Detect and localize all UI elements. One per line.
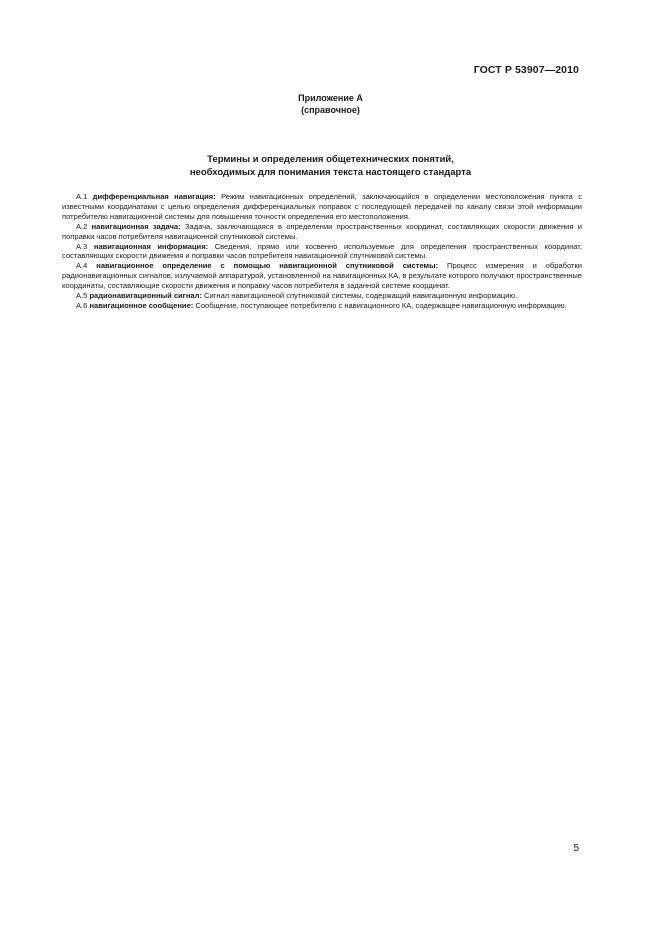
- definition-entry: [62, 242, 582, 262]
- entry-term: навигационная информация:: [93, 241, 209, 251]
- definitions-list: [62, 192, 582, 311]
- entry-number: А.4: [76, 261, 88, 271]
- page-number: 5: [573, 843, 579, 854]
- entry-definition: Сигнал навигационной спутниковой системы, содержащий навигационную информацию.: [204, 291, 518, 301]
- entry-number: А.6: [76, 300, 88, 310]
- definition-entry: [62, 261, 582, 291]
- definition-entry: [62, 222, 582, 242]
- section-title-line-1: Термины и определения общетехнических понятий,: [207, 154, 454, 165]
- entry-definition: Задача, заключающаяся в определении пространственных координат, составляющих скорости движения и поправки часов потребителя навигационной спутниковой системы.: [62, 221, 582, 241]
- entry-number: А.3: [76, 241, 88, 251]
- definition-entry: [62, 192, 582, 222]
- entry-number: А.5: [76, 291, 88, 301]
- entry-term: навигационное определение с помощью навигационной спутниковой системы:: [96, 261, 439, 271]
- entry-definition: Сведения, прямо или косвенно используемые для определения пространственных координат, составляющих скорости движения и поправки часов потребителя навигационной спутниковой системы.: [62, 241, 582, 261]
- section-title: [0, 153, 661, 179]
- entry-term: навигационная задача:: [91, 221, 181, 231]
- entry-number: А.2: [76, 221, 88, 231]
- definition-entry: [62, 291, 582, 301]
- entry-term: дифференциальная навигация:: [92, 192, 216, 201]
- annex-subtitle: (справочное): [301, 105, 360, 115]
- entry-definition: Режим навигационных определений, заключающийся в определении местоположения пункта с известными координатами с целью определения дифференциальных поправок с последующей передачей по каналу связи этой информации потребителю навигационной системы для повышения точности определения его местоположения.: [62, 192, 582, 221]
- entry-definition: Сообщение, поступающее потребителю с навигационного КА, содержащее навигационную информацию.: [195, 300, 567, 310]
- entry-number: А.1: [76, 192, 88, 201]
- document-code: ГОСТ Р 53907—2010: [473, 64, 579, 76]
- entry-term: радионавигационный сигнал:: [89, 291, 202, 301]
- annex-title: Приложение А: [298, 93, 363, 103]
- entry-term: навигационное сообщение:: [89, 300, 194, 310]
- entry-definition: Процесс измерения и обработки радионавигационных сигналов, излучаемой аппаратурой, установленной на навигационных КА, в результате которого получают пространственные координаты, составляющие скорости движения и поправку часов потребителя в заданной системе координат.: [62, 261, 582, 291]
- annex-heading: [0, 92, 661, 116]
- section-title-line-2: необходимых для понимания текста настоящего стандарта: [189, 167, 472, 178]
- definition-entry: [62, 301, 582, 311]
